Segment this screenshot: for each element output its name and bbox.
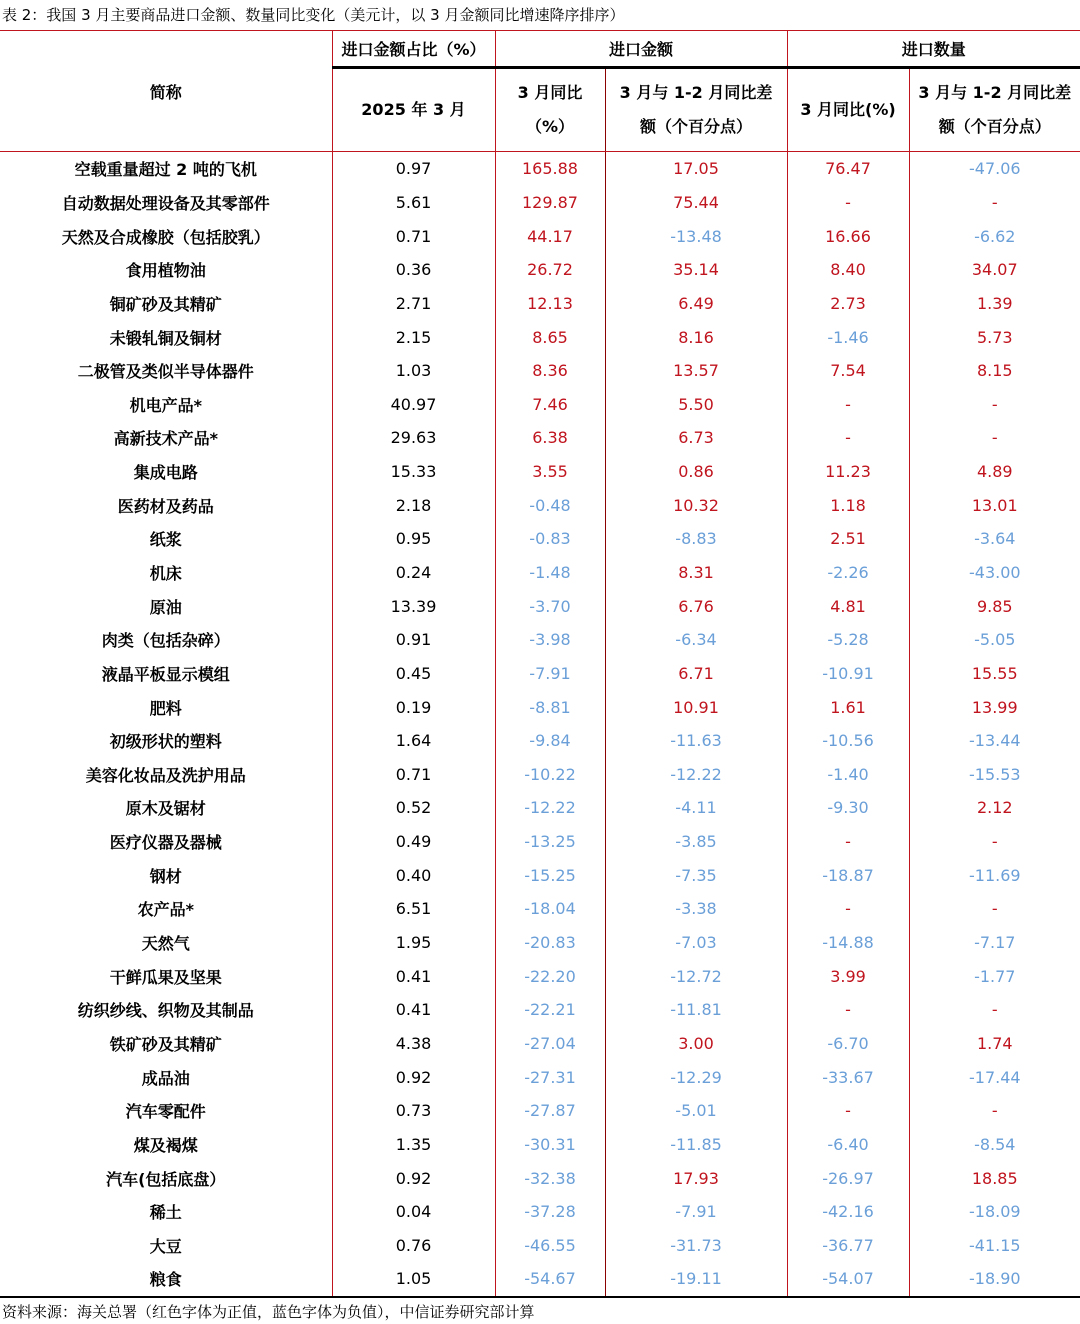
qty-yoy: 4.81 xyxy=(787,589,909,623)
qty-diff: - xyxy=(909,892,1080,926)
qty-yoy: - xyxy=(787,387,909,421)
product-name: 钢材 xyxy=(149,866,182,886)
qty-yoy: - xyxy=(787,825,909,859)
qty-diff: - xyxy=(909,387,1080,421)
table-row xyxy=(0,219,1080,253)
qty-diff: 13.99 xyxy=(909,690,1080,724)
qty-diff: 4.89 xyxy=(909,455,1080,489)
import-share: 2.71 xyxy=(332,287,495,321)
qty-yoy: -14.88 xyxy=(787,926,909,960)
table-row xyxy=(0,1027,1080,1061)
value-yoy: -18.04 xyxy=(495,892,605,926)
qty-diff: -18.09 xyxy=(909,1195,1080,1229)
qty-diff: - xyxy=(909,186,1080,220)
qty-yoy: -36.77 xyxy=(787,1229,909,1263)
product-name: 肉类（包括杂碎） xyxy=(101,631,230,651)
table-row xyxy=(0,287,1080,321)
value-diff: -12.29 xyxy=(605,1060,787,1094)
table-row xyxy=(0,556,1080,590)
qty-yoy: 76.47 xyxy=(787,152,909,186)
table-row xyxy=(0,253,1080,287)
value-diff: 6.76 xyxy=(605,589,787,623)
table-row xyxy=(0,387,1080,421)
product-name: 汽车(包括底盘） xyxy=(106,1169,226,1189)
product-name: 医疗仪器及器械 xyxy=(109,833,222,853)
value-diff: -19.11 xyxy=(605,1262,787,1297)
product-name: 空载重量超过 2 吨的飞机 xyxy=(74,160,257,180)
qty-diff: -43.00 xyxy=(909,556,1080,590)
table-row xyxy=(0,858,1080,892)
value-diff: -31.73 xyxy=(605,1229,787,1263)
table-row xyxy=(0,1060,1080,1094)
value-diff: 10.91 xyxy=(605,690,787,724)
product-name: 医药材及药品 xyxy=(117,496,214,516)
value-yoy: -46.55 xyxy=(495,1229,605,1263)
import-share: 0.40 xyxy=(332,858,495,892)
qty-yoy: 1.61 xyxy=(787,690,909,724)
import-share: 0.73 xyxy=(332,1094,495,1128)
table-row xyxy=(0,959,1080,993)
product-name: 天然及合成橡胶（包括胶乳） xyxy=(61,227,270,247)
header-qty-diff: 3 月与 1-2 月同比差 额（个百分点） xyxy=(909,68,1080,152)
value-yoy: -10.22 xyxy=(495,758,605,792)
qty-diff: -3.64 xyxy=(909,522,1080,556)
table-title: 表 2：我国 3 月主要商品进口金额、数量同比变化（美元计，以 3 月金额同比增速降序排序） xyxy=(2,6,625,24)
value-yoy: 12.13 xyxy=(495,287,605,321)
table-row xyxy=(0,455,1080,489)
product-name: 初级形状的塑料 xyxy=(109,732,222,752)
value-yoy: -20.83 xyxy=(495,926,605,960)
qty-diff: 1.74 xyxy=(909,1027,1080,1061)
value-diff: -8.83 xyxy=(605,522,787,556)
value-diff: -7.03 xyxy=(605,926,787,960)
value-diff: -11.85 xyxy=(605,1128,787,1162)
product-name: 铁矿砂及其精矿 xyxy=(109,1034,222,1054)
qty-diff: -18.90 xyxy=(909,1262,1080,1297)
value-yoy: 129.87 xyxy=(495,186,605,220)
import-share: 1.64 xyxy=(332,724,495,758)
qty-yoy: 11.23 xyxy=(787,455,909,489)
table-row xyxy=(0,825,1080,859)
product-name: 原油 xyxy=(149,597,182,617)
import-share: 1.95 xyxy=(332,926,495,960)
value-diff: 17.05 xyxy=(605,152,787,186)
import-share: 1.05 xyxy=(332,1262,495,1297)
qty-diff: -13.44 xyxy=(909,724,1080,758)
header-value-diff: 3 月与 1-2 月同比差 额（个百分点） xyxy=(605,68,787,152)
qty-diff: 18.85 xyxy=(909,1161,1080,1195)
table-row xyxy=(0,488,1080,522)
qty-yoy: -6.40 xyxy=(787,1128,909,1162)
qty-yoy: -2.26 xyxy=(787,556,909,590)
table-row xyxy=(0,589,1080,623)
qty-diff: -41.15 xyxy=(909,1229,1080,1263)
qty-yoy: -6.70 xyxy=(787,1027,909,1061)
import-share: 0.49 xyxy=(332,825,495,859)
qty-diff: 9.85 xyxy=(909,589,1080,623)
table-row xyxy=(0,1161,1080,1195)
product-name: 集成电路 xyxy=(133,463,198,483)
qty-yoy: 3.99 xyxy=(787,959,909,993)
qty-diff: 15.55 xyxy=(909,657,1080,691)
import-share: 0.71 xyxy=(332,219,495,253)
qty-yoy: 7.54 xyxy=(787,354,909,388)
product-name: 肥料 xyxy=(149,698,182,718)
product-name: 农产品* xyxy=(137,900,194,920)
import-share: 5.61 xyxy=(332,186,495,220)
qty-diff: 2.12 xyxy=(909,791,1080,825)
header-qty-group: 进口数量 xyxy=(787,31,1080,68)
import-share: 0.95 xyxy=(332,522,495,556)
import-share: 0.04 xyxy=(332,1195,495,1229)
header-value-group: 进口金额 xyxy=(495,31,787,68)
value-yoy: -9.84 xyxy=(495,724,605,758)
import-share: 40.97 xyxy=(332,387,495,421)
value-diff: -13.48 xyxy=(605,219,787,253)
value-yoy: -54.67 xyxy=(495,1262,605,1297)
qty-diff: -47.06 xyxy=(909,152,1080,186)
value-diff: 0.86 xyxy=(605,455,787,489)
table-row xyxy=(0,1262,1080,1297)
qty-diff: -5.05 xyxy=(909,623,1080,657)
import-share: 4.38 xyxy=(332,1027,495,1061)
value-diff: -7.91 xyxy=(605,1195,787,1229)
value-diff: 35.14 xyxy=(605,253,787,287)
qty-yoy: 8.40 xyxy=(787,253,909,287)
value-diff: -7.35 xyxy=(605,858,787,892)
value-diff: -11.63 xyxy=(605,724,787,758)
product-name: 铜矿砂及其精矿 xyxy=(109,294,222,314)
value-yoy: 8.36 xyxy=(495,354,605,388)
value-yoy: 165.88 xyxy=(495,152,605,186)
value-yoy: -1.48 xyxy=(495,556,605,590)
table-row xyxy=(0,421,1080,455)
qty-diff: -6.62 xyxy=(909,219,1080,253)
qty-yoy: - xyxy=(787,186,909,220)
value-diff: 6.71 xyxy=(605,657,787,691)
qty-diff: 13.01 xyxy=(909,488,1080,522)
value-diff: 17.93 xyxy=(605,1161,787,1195)
value-yoy: -0.83 xyxy=(495,522,605,556)
value-diff: -12.72 xyxy=(605,959,787,993)
table-row xyxy=(0,657,1080,691)
qty-diff: -17.44 xyxy=(909,1060,1080,1094)
value-diff: 10.32 xyxy=(605,488,787,522)
product-name: 机电产品* xyxy=(129,395,202,415)
product-name: 食用植物油 xyxy=(125,261,206,281)
qty-yoy: - xyxy=(787,1094,909,1128)
value-yoy: -13.25 xyxy=(495,825,605,859)
import-share: 0.91 xyxy=(332,623,495,657)
value-yoy: -30.31 xyxy=(495,1128,605,1162)
import-share: 1.03 xyxy=(332,354,495,388)
table-row xyxy=(0,892,1080,926)
qty-diff: - xyxy=(909,993,1080,1027)
qty-yoy: -1.40 xyxy=(787,758,909,792)
qty-yoy: -10.56 xyxy=(787,724,909,758)
table-row xyxy=(0,1094,1080,1128)
value-diff: 8.31 xyxy=(605,556,787,590)
qty-yoy: - xyxy=(787,421,909,455)
import-share: 0.41 xyxy=(332,959,495,993)
import-share: 0.92 xyxy=(332,1161,495,1195)
import-share: 15.33 xyxy=(332,455,495,489)
qty-diff: -8.54 xyxy=(909,1128,1080,1162)
value-diff: 6.49 xyxy=(605,287,787,321)
qty-yoy: -54.07 xyxy=(787,1262,909,1297)
header-share-group: 进口金额占比（%） xyxy=(332,31,495,68)
value-diff: -4.11 xyxy=(605,791,787,825)
header-value-yoy: 3 月同比 （%） xyxy=(495,68,605,152)
qty-yoy: -18.87 xyxy=(787,858,909,892)
import-share: 0.97 xyxy=(332,152,495,186)
import-share: 29.63 xyxy=(332,421,495,455)
qty-diff: -7.17 xyxy=(909,926,1080,960)
qty-yoy: 2.51 xyxy=(787,522,909,556)
qty-yoy: -42.16 xyxy=(787,1195,909,1229)
value-yoy: 44.17 xyxy=(495,219,605,253)
import-share: 6.51 xyxy=(332,892,495,926)
import-share: 0.76 xyxy=(332,1229,495,1263)
value-yoy: -0.48 xyxy=(495,488,605,522)
product-name: 粮食 xyxy=(0,1262,332,1297)
table-row xyxy=(0,320,1080,354)
import-share: 2.15 xyxy=(332,320,495,354)
product-name: 干鲜瓜果及坚果 xyxy=(109,967,222,987)
qty-diff: - xyxy=(909,825,1080,859)
table-row xyxy=(0,993,1080,1027)
product-name: 大豆 xyxy=(149,1236,182,1256)
table-row xyxy=(0,758,1080,792)
table-row xyxy=(0,690,1080,724)
value-yoy: 7.46 xyxy=(495,387,605,421)
product-name: 二极管及类似半导体器件 xyxy=(77,362,254,382)
product-name: 纺织纱线、织物及其制品 xyxy=(77,1001,254,1021)
value-diff: -6.34 xyxy=(605,623,787,657)
header-qty-yoy: 3 月同比(%) xyxy=(787,68,909,152)
value-diff: -5.01 xyxy=(605,1094,787,1128)
value-yoy: 3.55 xyxy=(495,455,605,489)
import-share: 0.71 xyxy=(332,758,495,792)
value-yoy: -8.81 xyxy=(495,690,605,724)
value-diff: -3.38 xyxy=(605,892,787,926)
value-diff: -3.85 xyxy=(605,825,787,859)
product-name: 美容化妆品及洗护用品 xyxy=(85,765,246,785)
table-row xyxy=(0,1128,1080,1162)
product-name: 机床 xyxy=(149,564,182,583)
qty-diff: 8.15 xyxy=(909,354,1080,388)
qty-diff: - xyxy=(909,421,1080,455)
qty-yoy: -26.97 xyxy=(787,1161,909,1195)
value-yoy: 26.72 xyxy=(495,253,605,287)
product-name: 煤及褐煤 xyxy=(133,1135,198,1155)
value-diff: 75.44 xyxy=(605,186,787,220)
table-row xyxy=(0,1229,1080,1263)
table-row xyxy=(0,152,1080,186)
import-share: 0.45 xyxy=(332,657,495,691)
table-row xyxy=(0,522,1080,556)
value-yoy: -22.21 xyxy=(495,993,605,1027)
import-table xyxy=(0,30,1080,1298)
qty-yoy: 2.73 xyxy=(787,287,909,321)
value-yoy: -27.87 xyxy=(495,1094,605,1128)
import-share: 13.39 xyxy=(332,589,495,623)
product-name: 成品油 xyxy=(141,1068,190,1088)
import-share: 0.52 xyxy=(332,791,495,825)
value-diff: 8.16 xyxy=(605,320,787,354)
qty-diff: 34.07 xyxy=(909,253,1080,287)
qty-diff: - xyxy=(909,1094,1080,1128)
table-row xyxy=(0,354,1080,388)
product-name: 纸浆 xyxy=(149,530,182,550)
table-row xyxy=(0,1195,1080,1229)
qty-diff: -15.53 xyxy=(909,758,1080,792)
import-share: 2.18 xyxy=(332,488,495,522)
value-diff: -11.81 xyxy=(605,993,787,1027)
import-share: 0.19 xyxy=(332,690,495,724)
value-yoy: -7.91 xyxy=(495,657,605,691)
value-diff: 13.57 xyxy=(605,354,787,388)
product-name: 未锻轧铜及铜材 xyxy=(109,328,222,348)
product-name: 高新技术产品* xyxy=(113,429,218,449)
product-name: 液晶平板显示模组 xyxy=(101,664,230,684)
import-share: 0.92 xyxy=(332,1060,495,1094)
qty-yoy: 16.66 xyxy=(787,219,909,253)
import-share: 1.35 xyxy=(332,1128,495,1162)
value-yoy: -32.38 xyxy=(495,1161,605,1195)
qty-yoy: - xyxy=(787,993,909,1027)
qty-diff: 5.73 xyxy=(909,320,1080,354)
value-yoy: 8.65 xyxy=(495,320,605,354)
value-diff: -12.22 xyxy=(605,758,787,792)
table-row xyxy=(0,724,1080,758)
value-yoy: -22.20 xyxy=(495,959,605,993)
qty-diff: -11.69 xyxy=(909,858,1080,892)
table-row xyxy=(0,186,1080,220)
value-diff: 5.50 xyxy=(605,387,787,421)
value-yoy: -3.70 xyxy=(495,589,605,623)
qty-yoy: -5.28 xyxy=(787,623,909,657)
value-yoy: -37.28 xyxy=(495,1195,605,1229)
qty-yoy: -9.30 xyxy=(787,791,909,825)
header-share-sub: 2025 年 3 月 xyxy=(332,68,495,152)
qty-diff: 1.39 xyxy=(909,287,1080,321)
qty-yoy: -33.67 xyxy=(787,1060,909,1094)
product-name: 天然气 xyxy=(141,934,190,954)
qty-yoy: - xyxy=(787,892,909,926)
value-yoy: -3.98 xyxy=(495,623,605,657)
qty-yoy: -1.46 xyxy=(787,320,909,354)
value-yoy: -27.04 xyxy=(495,1027,605,1061)
source-note: 资料来源：海关总署（红色字体为正值，蓝色字体为负值），中信证券研究部计算 xyxy=(2,1303,535,1321)
product-name: 汽车零配件 xyxy=(125,1102,206,1122)
value-yoy: -12.22 xyxy=(495,791,605,825)
qty-yoy: -10.91 xyxy=(787,657,909,691)
table-row xyxy=(0,623,1080,657)
product-name: 自动数据处理设备及其零部件 xyxy=(61,193,270,213)
import-share: 0.24 xyxy=(332,556,495,590)
import-share: 0.41 xyxy=(332,993,495,1027)
value-diff: 6.73 xyxy=(605,421,787,455)
value-yoy: -27.31 xyxy=(495,1060,605,1094)
table-row xyxy=(0,926,1080,960)
qty-yoy: 1.18 xyxy=(787,488,909,522)
import-share: 0.36 xyxy=(332,253,495,287)
value-yoy: 6.38 xyxy=(495,421,605,455)
qty-diff: -1.77 xyxy=(909,959,1080,993)
value-diff: 3.00 xyxy=(605,1027,787,1061)
product-name: 原木及锯材 xyxy=(125,799,206,819)
table-row xyxy=(0,791,1080,825)
value-yoy: -15.25 xyxy=(495,858,605,892)
header-name: 简称 xyxy=(0,31,332,152)
product-name: 稀土 xyxy=(149,1203,182,1223)
